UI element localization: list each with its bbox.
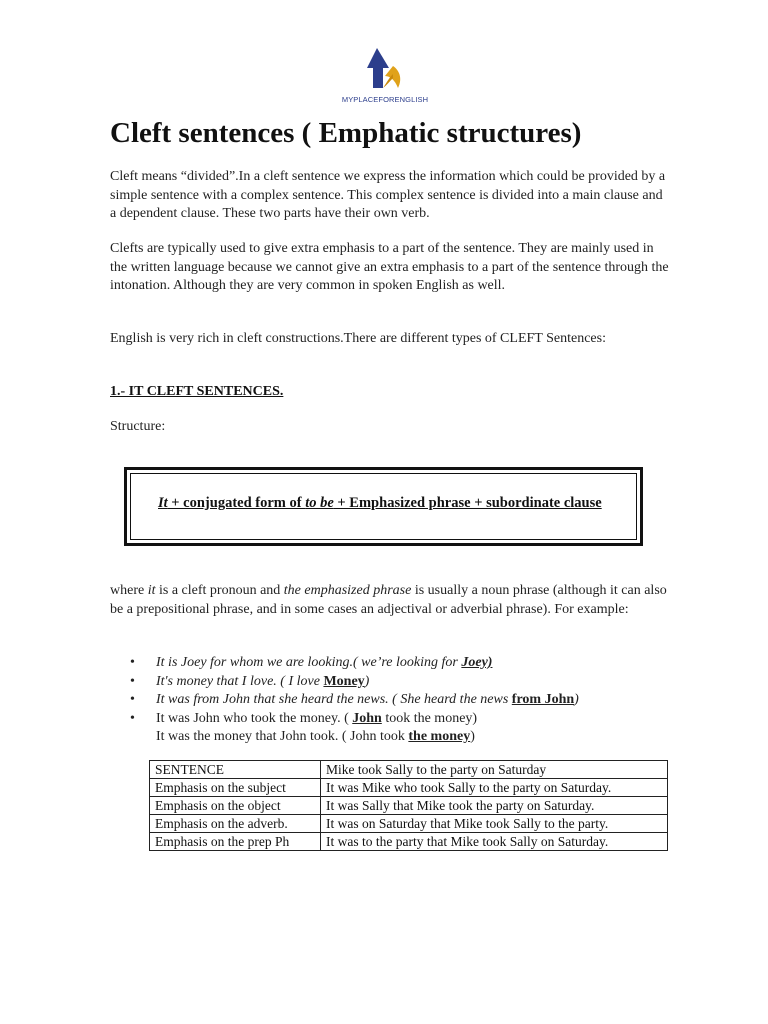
list-item xyxy=(130,654,579,673)
table-row xyxy=(150,815,668,833)
table-cell-label: Emphasis on the prep Ph xyxy=(150,833,321,851)
example-text: It was the money that John took. ( John took xyxy=(156,729,409,744)
description-it: it xyxy=(147,583,156,598)
example-text: It was from John that she heard the news. ( She heard the news xyxy=(156,692,512,707)
structure-formula-box xyxy=(124,467,643,546)
table-cell-label: Emphasis on the adverb. xyxy=(150,815,321,833)
formula-to-be: to be xyxy=(305,495,334,511)
formula-part2: + Emphasized phrase + subordinate clause xyxy=(333,495,602,511)
section-heading: 1.- IT CLEFT SENTENCES. xyxy=(110,384,284,399)
formula-part1: + conjugated form of xyxy=(167,495,306,511)
list-item xyxy=(130,710,579,747)
example-emphasis: Joey) xyxy=(461,655,493,670)
description-emph: the emphasized phrase xyxy=(283,583,412,598)
example-emphasis: John xyxy=(352,710,382,726)
document-title: Cleft sentences ( Emphatic structures) xyxy=(110,117,582,149)
structure-formula xyxy=(130,473,637,540)
description-lead: where xyxy=(110,583,148,598)
example-text-end: ) xyxy=(470,729,475,744)
table-cell-sentence: It was to the party that Mike took Sally on Saturday. xyxy=(321,833,668,851)
table-cell-label: SENTENCE xyxy=(150,761,321,779)
brand-logo xyxy=(330,48,440,112)
description-paragraph xyxy=(110,582,670,619)
intro-paragraph: Cleft means “divided”.In a cleft sentence we express the information which could be provided by a simple sentence with a complex sentence. This complex sentence is divided into a main clause and a dependent clause. These two parts have their own verb. xyxy=(110,169,666,221)
table-cell-sentence: It was on Saturday that Mike took Sally to the party. xyxy=(321,815,668,833)
table-cell-label: Emphasis on the subject xyxy=(150,779,321,797)
example-text-end: took the money) xyxy=(381,710,478,726)
types-paragraph: English is very rich in cleft constructions.There are different types of CLEFT Sentences: xyxy=(110,331,606,346)
bullet: • xyxy=(130,673,135,689)
table-cell-label: Emphasis on the object xyxy=(150,797,321,815)
cleft-examples-table xyxy=(149,760,668,851)
formula-it: It xyxy=(158,495,168,511)
table-cell-sentence: Mike took Sally to the party on Saturday xyxy=(321,761,668,779)
arrow-logo-icon xyxy=(363,48,407,94)
description-tail: is usually a noun phrase (although it can also be a prepositional phrase, and in some cases an adjectival or adverbial phrase). For example: xyxy=(110,583,667,617)
example-text-end: ) xyxy=(574,692,579,707)
usage-paragraph: Clefts are typically used to give extra emphasis to a part of the sentence. They are mainly used in the written language because we cannot give an extra emphasis to a part of the sentence through the intonation. Although they are very common in spoken English as well. xyxy=(110,241,669,293)
logo-caption: MYPLACEFORENGLISH xyxy=(341,95,429,104)
list-item xyxy=(130,673,579,692)
table-row xyxy=(150,761,668,779)
example-text: It was John who took the money. ( xyxy=(156,710,353,726)
description-mid: is a cleft pronoun and xyxy=(155,583,284,598)
example-emphasis: from John xyxy=(511,692,575,707)
example-emphasis: the money xyxy=(408,729,471,744)
bullet: • xyxy=(130,692,135,707)
structure-label: Structure: xyxy=(110,419,166,434)
bullet: • xyxy=(130,655,135,670)
example-text: It's money that I love. ( I love xyxy=(156,673,324,689)
example-text-end: ) xyxy=(364,673,370,689)
bullet: • xyxy=(130,710,135,726)
table-row xyxy=(150,833,668,851)
example-emphasis: Money xyxy=(323,673,365,689)
table-cell-sentence: It was Sally that Mike took the party on Saturday. xyxy=(321,797,668,815)
table-row xyxy=(150,797,668,815)
table-row xyxy=(150,779,668,797)
example-list xyxy=(130,654,579,747)
example-text: It is Joey for whom we are looking.( we’re looking for xyxy=(156,655,462,670)
list-item xyxy=(130,691,579,710)
table-cell-sentence: It was Mike who took Sally to the party on Saturday. xyxy=(321,779,668,797)
